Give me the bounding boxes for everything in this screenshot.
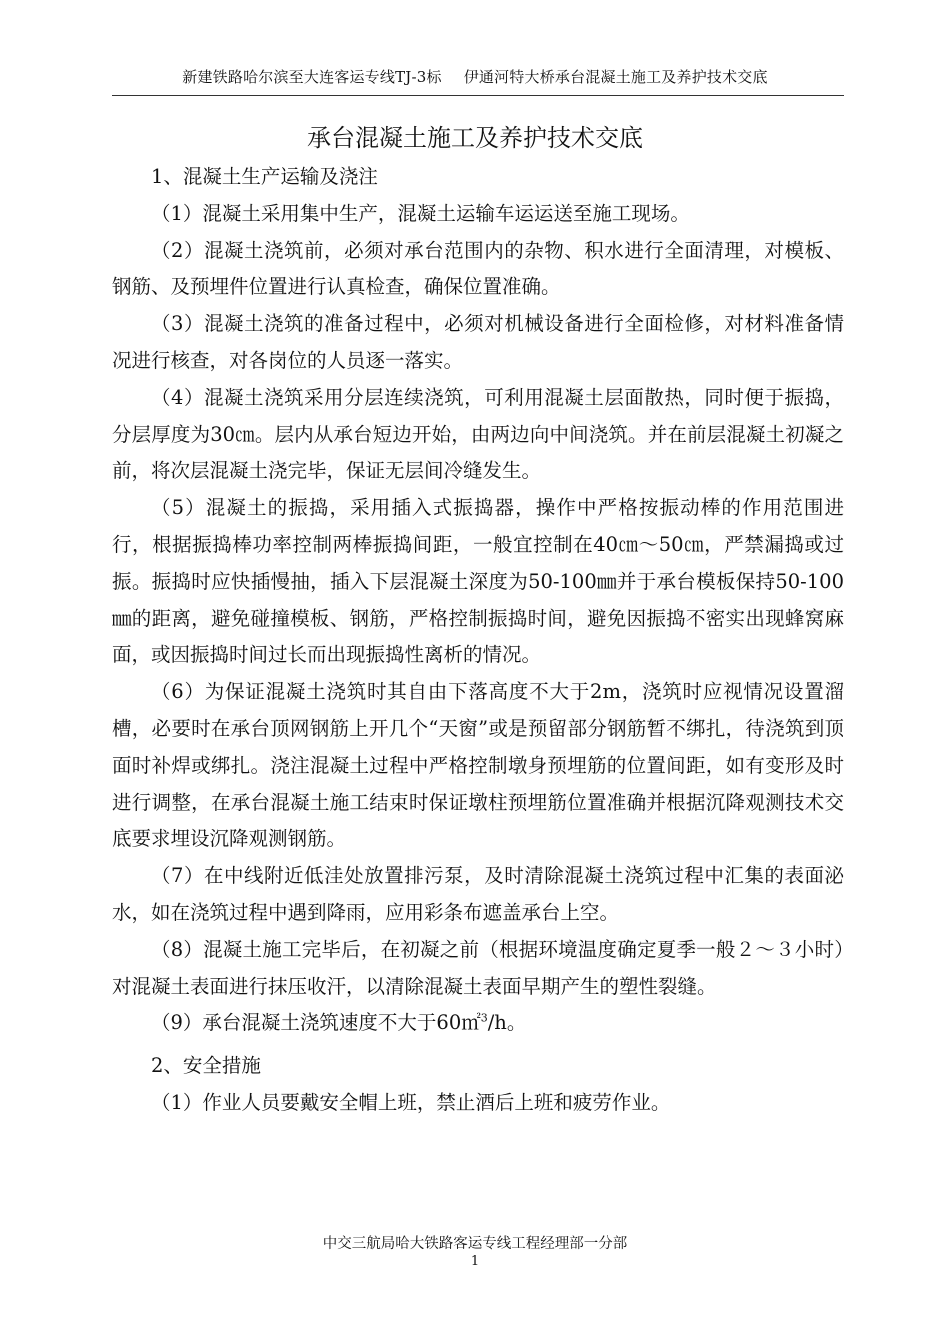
paragraph-1-7: （7）在中线附近低洼处放置排污泵，及时清除混凝土浇筑过程中汇集的表面泌水，如在浇筑过程中遇到降雨，应用彩条布遮盖承台上空。: [112, 864, 844, 924]
paragraph-1-3: （3）混凝土浇筑的准备过程中，必须对机械设备进行全面检修，对材料准备情况进行核查，对各岗位的人员逐一落实。: [112, 312, 844, 372]
paragraph-1-6: （6）为保证混凝土浇筑时其自由下落高度不大于2m，浇筑时应视情况设置溜槽，必要时在承台顶网钢筋上开几个“天窗”或是预留部分钢筋暂不绑扎，待浇筑到顶面时补焊或绑扎。浇注混凝土过程中严格控制墩身预埋筋的位置间距，如有变形及时进行调整，在承台混凝土施工结束时保证墩柱预埋筋位置准确并根据沉降观测技术交底要求埋设沉降观测钢筋。: [112, 680, 844, 851]
page-number: 1: [470, 1254, 480, 1269]
rate-suffix: /h。: [487, 1011, 527, 1035]
rate-prefix: （9）承台混凝土浇筑速度不大于60㎡: [151, 1011, 481, 1035]
footer-organization: 中交三航局哈大铁路客运专线工程经理部一分部: [322, 1236, 628, 1252]
paragraph-2-1: （1）作业人员要戴安全帽上班，禁止酒后上班和疲劳作业。: [151, 1090, 671, 1114]
document-title: 承台混凝土施工及养护技术交底: [307, 124, 643, 152]
paragraph-1-5: （5）混凝土的振捣，采用插入式振捣器，操作中严格按振动棒的作用范围进行，根据振捣棒功率控制两棒振捣间距，一般宜控制在40㎝～50㎝，严禁漏捣或过振。振捣时应快插慢抽，插入下层混凝土深度为50-100㎜并于承台模板保持50-100㎜的距离，避免碰撞模板、钢筋，严格控制振捣时间，避免因振捣不密实出现蜂窝麻面，或因振捣时间过长而出现振捣性离析的情况。: [112, 496, 844, 667]
page-header: [0, 66, 950, 87]
paragraph-1-9: [112, 1005, 844, 1042]
section-heading-2: 2、安全措施: [151, 1054, 261, 1078]
paragraph-1-2: （2）混凝土浇筑前，必须对承台范围内的杂物、积水进行全面清理，对模板、钢筋、及预埋件位置进行认真检查，确保位置准确。: [112, 238, 844, 299]
header-rule: [112, 95, 844, 96]
document-body: [112, 159, 844, 1122]
header-project: 新建铁路哈尔滨至大连客运专线TJ-3标: [182, 68, 442, 86]
section-heading-1: 1、混凝土生产运输及浇注: [151, 165, 378, 188]
paragraph-1-1: （1）混凝土采用集中生产，混凝土运输车运运送至施工现场。: [151, 201, 690, 225]
rate-superscript: 3: [480, 1011, 488, 1025]
paragraph-1-4: （4）混凝土浇筑采用分层连续浇筑，可利用混凝土层面散热，同时便于振捣，分层厚度为30㎝。层内从承台短边开始，由两边向中间浇筑。并在前层混凝土初凝之前，将次层混凝土浇完毕，保证无层间冷缝发生。: [112, 385, 844, 483]
header-document: 伊通河特大桥承台混凝土施工及养护技术交底: [463, 68, 768, 86]
paragraph-1-8: （8）混凝土施工完毕后，在初凝之前（根据环境温度确定夏季一般２～３小时）对混凝土表面进行抹压收汗，以清除混凝土表面早期产生的塑性裂缝。: [112, 937, 844, 998]
